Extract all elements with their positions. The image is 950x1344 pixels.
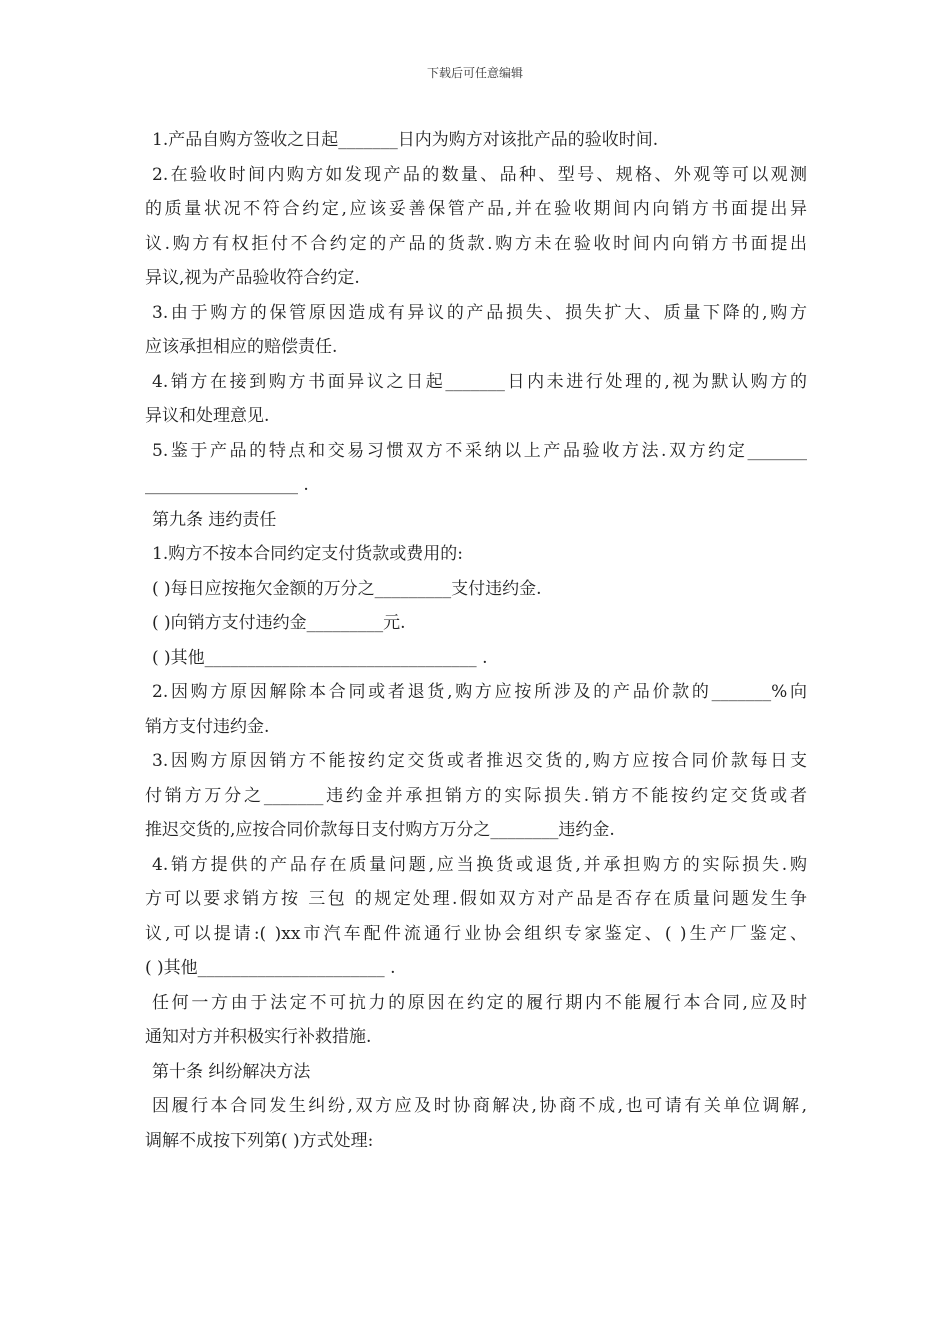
text-line: 第十条 纠纷解决方法 — [152, 1061, 311, 1082]
text-line: 4.销方提供的产品存在质量问题,应当换货或退货,并承担购方的实际损失.购 — [152, 854, 807, 875]
text-line: __________________ . — [145, 475, 309, 495]
document-body — [145, 123, 807, 1158]
text-line: 因履行本合同发生纠纷,双方应及时协商解决,协商不成,也可请有关单位调解, — [152, 1096, 807, 1116]
text-line: 推迟交货的,应按合同价款每日支付购方万分之________违约金. — [145, 820, 615, 840]
text-line: 2.因购方原因解除本合同或者退货,购方应按所涉及的产品价款的_______%向 — [152, 682, 807, 702]
text-line: 付销方万分之_______违约金并承担销方的实际损失.销方不能按约定交货或者 — [145, 785, 807, 806]
text-line: 通知对方并积极实行补救措施. — [145, 1027, 372, 1047]
text-line: 5.鉴于产品的特点和交易习惯双方不采纳以上产品验收方法.双方约定_______ — [152, 440, 807, 461]
text-line: 方可以要求销方按 三包 的规定处理.假如双方对产品是否存在质量问题发生争 — [145, 889, 807, 909]
text-line: 异议,视为产品验收符合约定. — [145, 268, 360, 288]
text-line: 2.在验收时间内购方如发现产品的数量、品种、型号、规格、外观等可以观测 — [152, 164, 807, 185]
text-line: 应该承担相应的赔偿责任. — [145, 337, 338, 357]
text-line: 的质量状况不符合约定,应该妥善保管产品,并在验收期间内向销方书面提出异 — [145, 199, 807, 219]
text-line: ( )其他______________________ . — [145, 958, 396, 978]
text-line: 1.购方不按本合同约定支付货款或费用的: — [152, 544, 463, 564]
text-line: 议.购方有权拒付不合约定的产品的货款.购方未在验收时间内向销方书面提出 — [145, 233, 807, 254]
text-line: 异议和处理意见. — [145, 406, 270, 426]
text-line: 销方支付违约金. — [145, 716, 270, 737]
text-line: 第九条 违约责任 — [152, 509, 277, 530]
text-line: ( )其他________________________________ . — [152, 647, 488, 668]
text-line: 任何一方由于法定不可抗力的原因在约定的履行期内不能履行本合同,应及时 — [152, 992, 807, 1013]
page-header: 下载后可任意编辑 — [426, 66, 523, 80]
text-line: 4.销方在接到购方书面异议之日起_______日内未进行处理的,视为默认购方的 — [152, 371, 807, 392]
text-line: 调解不成按下列第( )方式处理: — [145, 1130, 374, 1151]
text-line: 3.因购方原因销方不能按约定交货或者推迟交货的,购方应按合同价款每日支 — [152, 751, 807, 771]
text-line: ( )向销方支付违约金_________元. — [152, 613, 406, 633]
text-line: 议,可以提请:( )xx市汽车配件流通行业协会组织专家鉴定、( )生产厂鉴定、 — [145, 923, 807, 944]
text-line: 1.产品自购方签收之日起_______日内为购方对该批产品的验收时间. — [152, 130, 659, 150]
text-line: 3.由于购方的保管原因造成有异议的产品损失、损失扩大、质量下降的,购方 — [152, 302, 807, 323]
text-line: ( )每日应按拖欠金额的万分之_________支付违约金. — [152, 578, 542, 599]
